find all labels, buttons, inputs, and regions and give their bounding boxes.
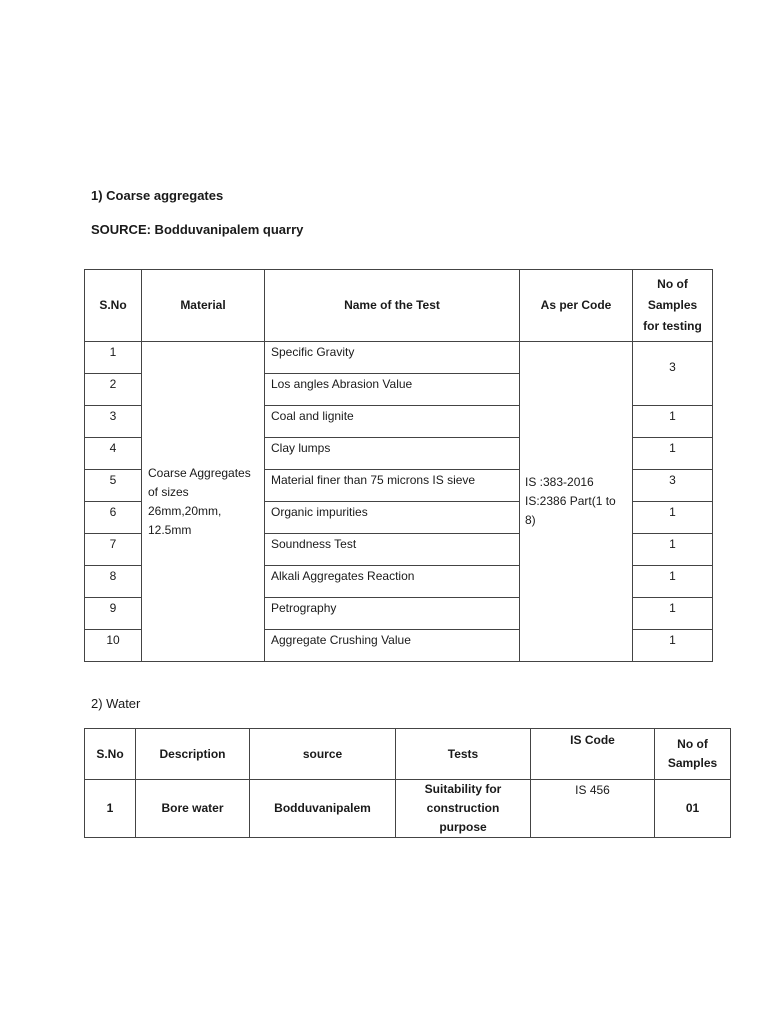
row-sno: 3 <box>85 406 142 438</box>
header-sno: S.No <box>85 270 142 342</box>
row-samples: 3 <box>633 470 713 502</box>
row-is-code: IS 456 <box>531 780 655 838</box>
water-table <box>84 728 731 838</box>
row-sno: 2 <box>85 374 142 406</box>
header-test-name: Name of the Test <box>265 270 520 342</box>
header-samples: No of Samples for testing <box>633 270 713 342</box>
row-samples: 1 <box>633 630 713 662</box>
table-row <box>85 342 713 374</box>
header-as-per-code: As per Code <box>520 270 633 342</box>
header-tests: Tests <box>396 729 531 780</box>
row-sno: 8 <box>85 566 142 598</box>
row-sno: 1 <box>85 780 136 838</box>
row-description: Bore water <box>136 780 250 838</box>
row-samples: 01 <box>655 780 731 838</box>
section-coarse-aggregates-heading: 1) Coarse aggregates <box>91 188 224 203</box>
table-row <box>85 780 731 838</box>
table-header-row <box>85 270 713 342</box>
row-test: Specific Gravity <box>265 342 520 374</box>
coarse-aggregates-table <box>84 269 713 662</box>
row-test: Petrography <box>265 598 520 630</box>
row-source: Bodduvanipalem <box>250 780 396 838</box>
row-test: Organic impurities <box>265 502 520 534</box>
row-samples: 1 <box>633 598 713 630</box>
row-test: Aggregate Crushing Value <box>265 630 520 662</box>
header-is-code: IS Code <box>531 729 655 780</box>
row-samples: 1 <box>633 534 713 566</box>
header-sno: S.No <box>85 729 136 780</box>
row-test: Alkali Aggregates Reaction <box>265 566 520 598</box>
table-header-row <box>85 729 731 780</box>
row-test: Material finer than 75 microns IS sieve <box>265 470 520 502</box>
row-sno: 9 <box>85 598 142 630</box>
header-source: source <box>250 729 396 780</box>
row-samples: 1 <box>633 502 713 534</box>
header-description: Description <box>136 729 250 780</box>
material-cell: Coarse Aggregates of sizes 26mm,20mm, 12.5mm <box>142 342 265 662</box>
row-sno: 10 <box>85 630 142 662</box>
row-sno: 1 <box>85 342 142 374</box>
header-material: Material <box>142 270 265 342</box>
coarse-aggregates-source: SOURCE: Bodduvanipalem quarry <box>91 222 304 237</box>
section-water-heading: 2) Water <box>91 696 141 711</box>
row-test: Clay lumps <box>265 438 520 470</box>
row-sno: 6 <box>85 502 142 534</box>
row-test: Los angles Abrasion Value <box>265 374 520 406</box>
row-test: Coal and lignite <box>265 406 520 438</box>
row-samples: 1 <box>633 406 713 438</box>
header-samples: No of Samples <box>655 729 731 780</box>
row-samples: 1 <box>633 566 713 598</box>
code-cell: IS :383-2016 IS:2386 Part(1 to 8) <box>520 342 633 662</box>
row-samples: 1 <box>633 438 713 470</box>
row-sno: 5 <box>85 470 142 502</box>
row-tests: Suitability for construction purpose <box>396 780 531 838</box>
row-sno: 7 <box>85 534 142 566</box>
row-test: Soundness Test <box>265 534 520 566</box>
row-samples: 3 <box>633 342 713 406</box>
row-sno: 4 <box>85 438 142 470</box>
